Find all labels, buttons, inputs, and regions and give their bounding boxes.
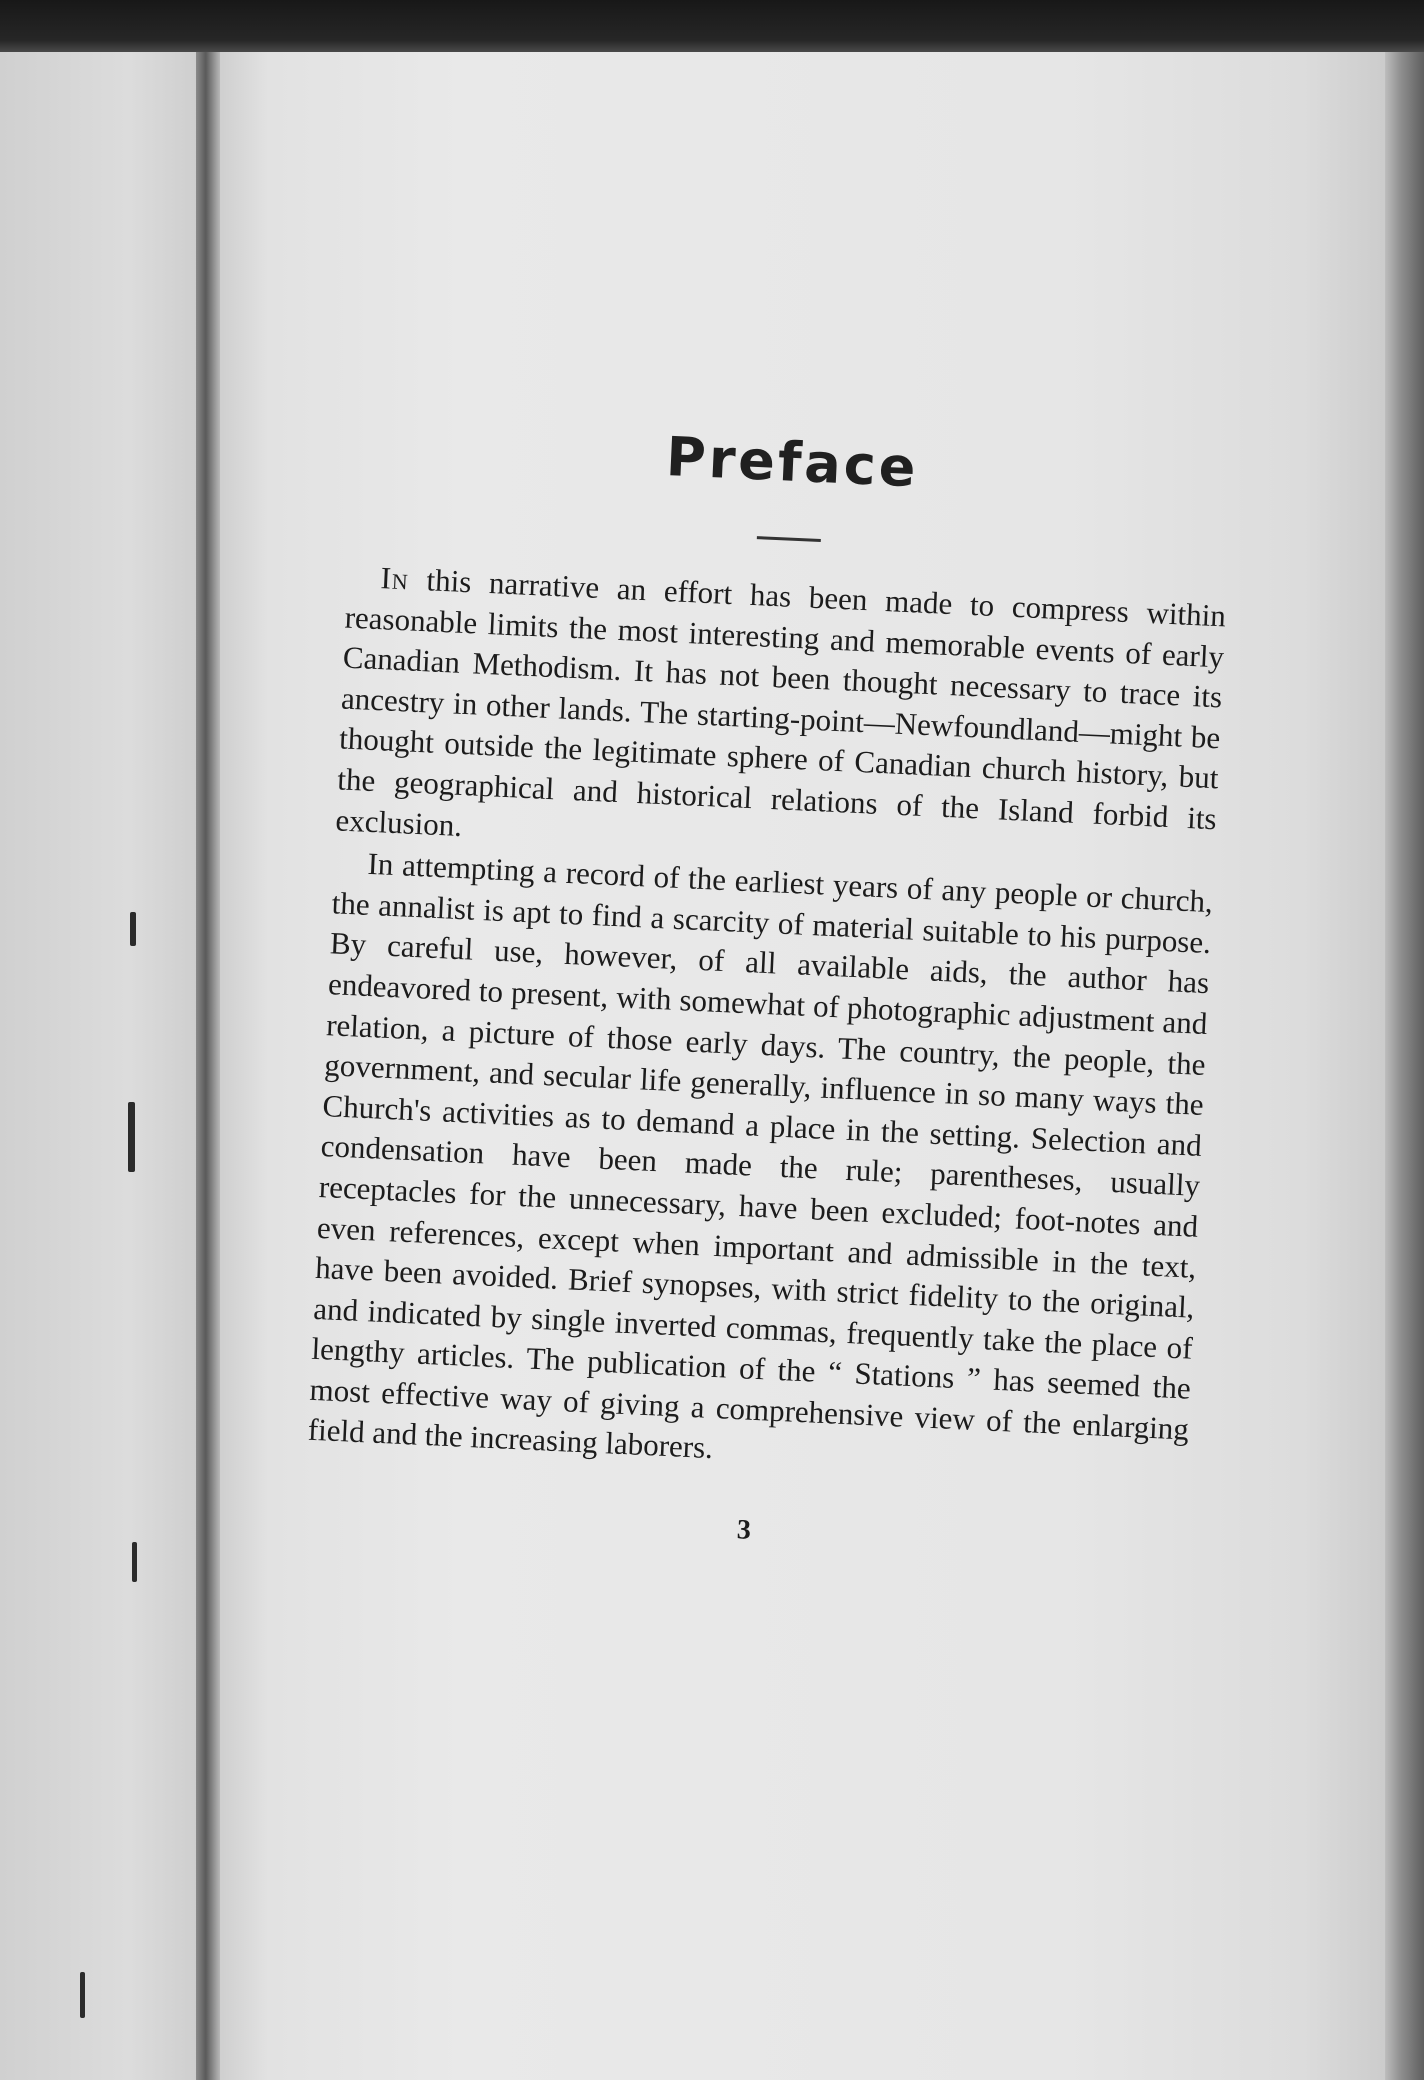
page-mark [80,1972,85,2018]
paragraph-indent [333,872,367,874]
paragraph-2-text: In attempting a record of the earliest years of any people or church, the annalist is apt to find a scarcity of material suitable to his purpose. By careful use, however, of all available aids, the author has endeavored to present, with somewhat of photographic adjustment and relation, a picture of those early days. The country, the people, the government, and secular life generally, influence in so many ways the Church's activities as to demand a place in the setting. Selection and condensation have been made the rule; parentheses, usually receptacles for the unnecessary, have been excluded; foot-notes and even references, except when important and admissible in the text, have been avoided. Brief synopses, with strict fidelity to the original, and indicated by single inverted commas, frequently take the place of lengthy articles. The publication of the “ Stations ” has seemed the most effective way of giving a comprehensive view of the enlarging field and the increasing laborers. [307,846,1214,1466]
paragraph-1-text: this narrative an effort has been made to compress within reasonable limits the most interesting and memorable events of early Canadian Methodism. It has not been thought necessary to trace its ancestry in other lands. The starting-point—Newfoundland—might be thought outside the legitimate sphere of Canadian church history, but the geographical and historical relations of the Island forbid its exclusion. [334,562,1227,843]
page-number: 3 [736,1514,752,1546]
preface-content [304,411,1234,1567]
left-page [0,52,215,2080]
paragraph-2 [307,842,1214,1490]
page-mark [128,1102,135,1172]
page-mark [132,1542,137,1582]
paragraph-indent [346,587,380,589]
lead-word: In [379,560,410,597]
page-title: Preface [664,424,920,500]
page-mark [130,912,136,946]
page-edge-shadow [1385,52,1424,2080]
title-divider [757,536,821,542]
paragraph-1 [335,557,1227,881]
